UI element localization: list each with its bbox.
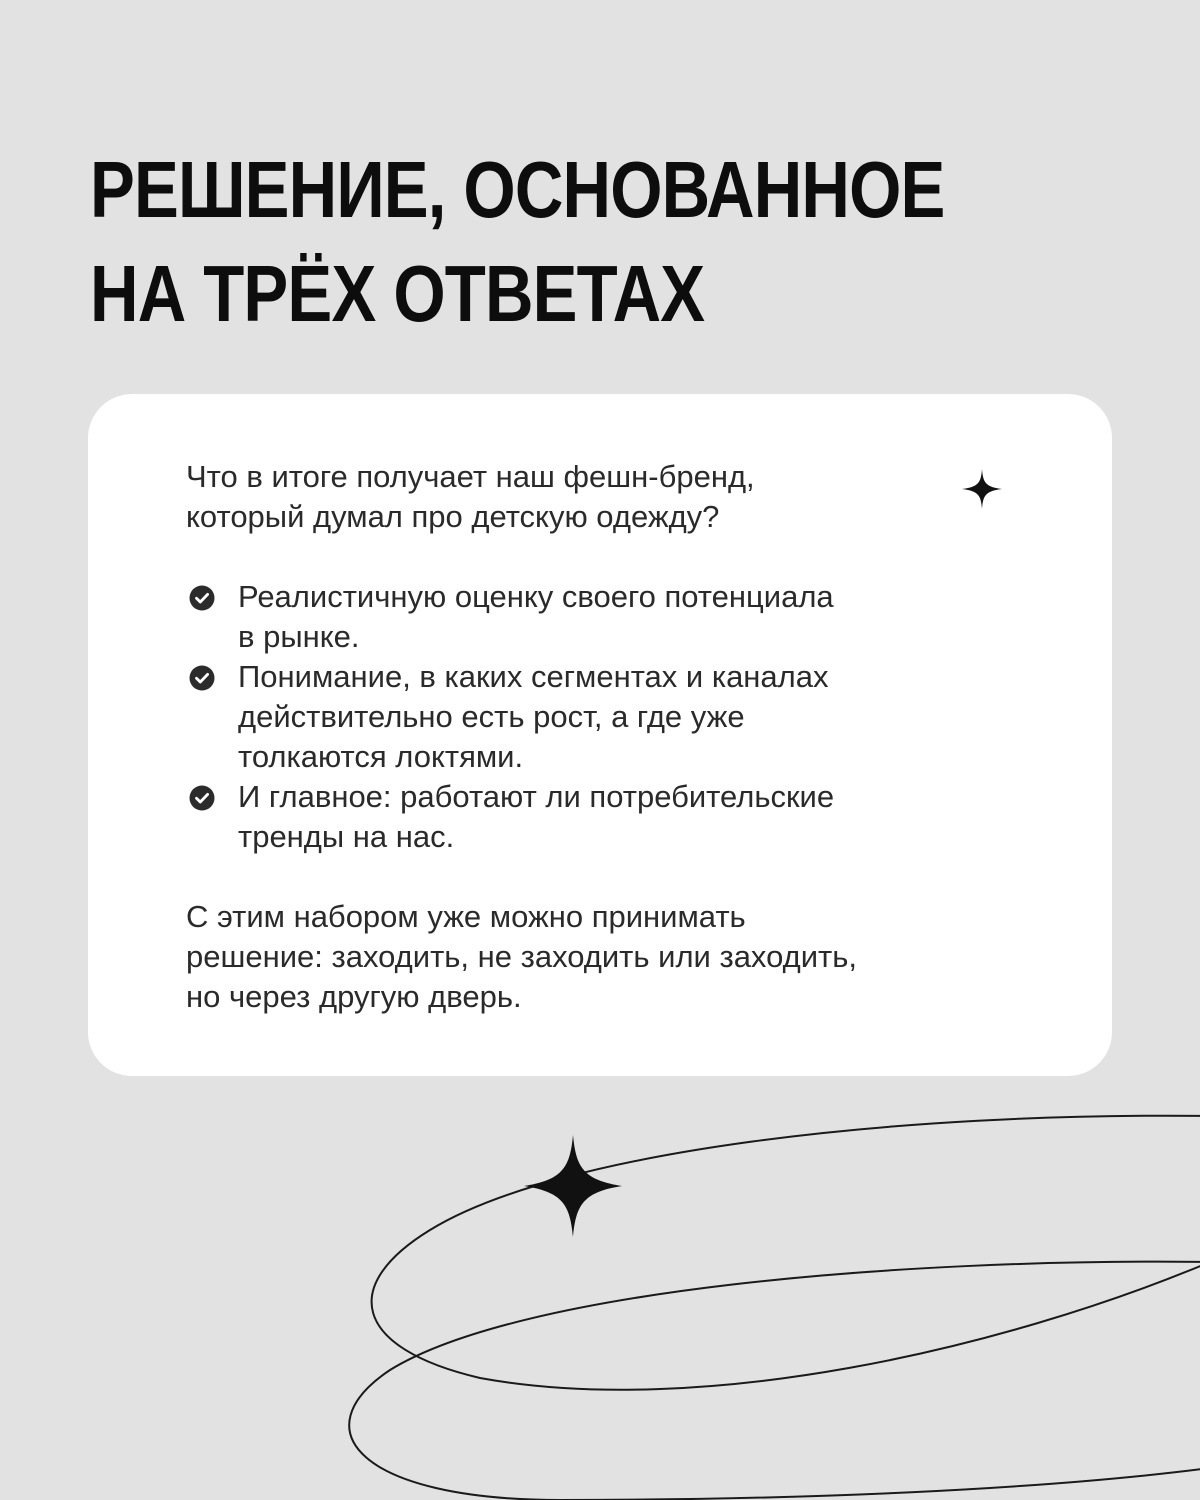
list-item-text: толкаются локтями. bbox=[238, 739, 524, 774]
check-circle-icon bbox=[189, 585, 215, 611]
sparkle-icon bbox=[524, 1135, 622, 1237]
intro-line: который думал про детскую одежду? bbox=[186, 499, 720, 534]
list-item-text: Реалистичную оценку своего потенциала bbox=[238, 579, 834, 614]
conclusion-line: но через другую дверь. bbox=[186, 979, 522, 1014]
headline bbox=[90, 138, 944, 346]
intro-question bbox=[186, 457, 886, 537]
list-item bbox=[186, 777, 1006, 857]
conclusion-line: решение: заходить, не заходить или заходить, bbox=[186, 939, 858, 974]
conclusion-text bbox=[186, 897, 1046, 1017]
orbit-line-upper bbox=[372, 1116, 1200, 1390]
check-circle-icon bbox=[189, 785, 215, 811]
list-item-text: действительно есть рост, а где уже bbox=[238, 699, 745, 734]
check-circle-icon bbox=[189, 665, 215, 691]
list-item-text: И главное: работают ли потребительские bbox=[238, 779, 835, 814]
intro-line: Что в итоге получает наш фешн-бренд, bbox=[186, 459, 755, 494]
conclusion-line: С этим набором уже можно принимать bbox=[186, 899, 746, 934]
list-item bbox=[186, 657, 1006, 777]
list-item-text: в рынке. bbox=[238, 619, 360, 654]
headline-line-1: РЕШЕНИЕ, ОСНОВАННОЕ bbox=[90, 145, 945, 234]
list-item-text: Понимание, в каких сегментах и каналах bbox=[238, 659, 829, 694]
benefits-list bbox=[186, 577, 1006, 857]
headline-line-2: НА ТРЁХ ОТВЕТАХ bbox=[90, 249, 705, 338]
orbit-line-lower bbox=[349, 1262, 1200, 1500]
content-card bbox=[88, 394, 1112, 1076]
list-item-text: тренды на нас. bbox=[238, 819, 455, 854]
sparkle-icon bbox=[960, 467, 1004, 511]
list-item bbox=[186, 577, 1006, 657]
